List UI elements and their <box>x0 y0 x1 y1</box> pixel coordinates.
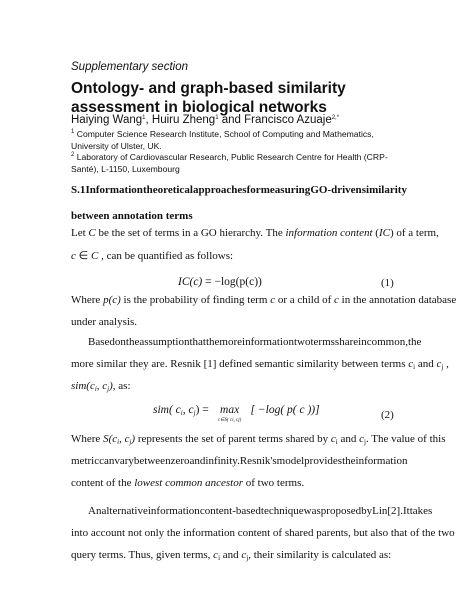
equation-2 <box>153 404 320 423</box>
author-name: Haiying Wang <box>71 114 143 126</box>
paragraph-line <box>71 227 439 239</box>
math-symbol: , c <box>96 380 108 392</box>
subscript: i <box>218 554 221 562</box>
word: Resnik's <box>239 455 277 467</box>
word: can <box>99 455 115 467</box>
word: vary <box>114 455 134 467</box>
word: in <box>358 336 367 348</box>
paragraph-line <box>71 477 304 489</box>
math-symbol: ) <box>109 380 113 392</box>
word: common, <box>366 336 408 348</box>
word: terms <box>310 336 335 348</box>
paragraph-line <box>71 433 445 446</box>
heading-word: approaches <box>192 184 247 196</box>
author-name: Huiru Zheng <box>151 114 216 126</box>
equation-number: (2) <box>381 409 394 421</box>
text-run: Where <box>71 433 101 445</box>
math-symbol: c <box>359 433 364 445</box>
math-symbol: ∈ <box>78 250 89 262</box>
text-run: content of the <box>71 477 132 489</box>
word: on <box>114 336 126 348</box>
heading-word: Information <box>85 184 143 196</box>
author-affil-mark: 2,* <box>331 115 340 121</box>
word: assumption <box>139 336 190 348</box>
word: the <box>407 336 422 348</box>
text-run: is the probability of finding term <box>123 294 268 306</box>
equation-lhs: IC(c) <box>178 276 203 288</box>
word: An <box>88 505 102 517</box>
math-symbol: c <box>270 294 276 306</box>
text-run: represents the set of parent terms shared by <box>137 433 329 445</box>
affiliation-number: 2 <box>71 152 75 158</box>
equation-rhs: [ −log( p( c ))] <box>250 404 320 416</box>
word: share <box>334 336 359 348</box>
text-run: and <box>417 358 434 370</box>
math-symbol: c <box>334 294 339 306</box>
text-run: , their similarity is calculated as: <box>248 549 392 561</box>
word: the <box>205 336 220 348</box>
section-heading-line <box>71 184 407 196</box>
heading-word: measuring <box>260 184 311 196</box>
word: [2]. <box>387 505 403 517</box>
word: information <box>242 336 294 348</box>
equation-1 <box>178 276 262 288</box>
word: takes <box>409 505 433 517</box>
paragraph-line: under analysis. <box>71 316 137 328</box>
heading-word: similarity <box>361 184 407 196</box>
text-run: , as: <box>112 380 131 392</box>
math-symbol: C <box>90 250 99 262</box>
word: and <box>189 455 206 467</box>
operator-subscript <box>212 417 248 423</box>
word: that <box>189 336 206 348</box>
paragraph-line <box>88 336 422 348</box>
heading-word: GO-driven <box>310 184 362 196</box>
affiliation-text: Computer Science Research Institute, School of Computing and Mathematics, University of Ulster, UK. <box>71 129 374 151</box>
word: proposed <box>320 505 362 517</box>
subscript: j <box>107 385 110 393</box>
word: by <box>361 505 373 517</box>
text-run: be the set of terms in a GO hierarchy. The <box>98 227 283 239</box>
word: the <box>342 455 356 467</box>
paragraph-line <box>71 380 131 393</box>
text-run: ) of a term, <box>389 227 439 239</box>
word: Lin <box>372 505 388 517</box>
text-run: in the annotation database <box>341 294 457 306</box>
equation-lhs: , c <box>182 404 194 416</box>
affiliation-number: 1 <box>71 129 75 135</box>
paragraph-line <box>71 455 407 467</box>
word: was <box>303 505 321 517</box>
text-run: or a child of <box>277 294 332 306</box>
subscript-text: j <box>238 418 240 423</box>
text-run: Let <box>71 227 86 239</box>
paper-title: Ontology- and graph-based similarity assessment in biological networks <box>71 80 346 116</box>
subscript-text: , c <box>233 418 239 423</box>
section-label: Supplementary section <box>71 61 188 73</box>
math-symbol: c <box>71 250 76 262</box>
author-line: Haiying Wang$^1$, Huiru Zheng$^1$ and Francisco Azuaje$^{2,*}$ <box>71 114 340 126</box>
text-run: and <box>222 549 239 561</box>
equation-number: (1) <box>381 277 394 289</box>
text-run: , <box>446 358 449 370</box>
word: provides <box>304 455 343 467</box>
word: model <box>276 455 305 467</box>
word: zero <box>170 455 190 467</box>
word: It <box>402 505 410 517</box>
word: two <box>293 336 311 348</box>
paragraph-line: Where p(c) is the probability of finding term c or a child of c in the annotation database <box>71 294 457 306</box>
text-run: of two terms. <box>245 477 305 489</box>
subscript: i <box>335 438 338 446</box>
paragraph-line: into account not only the information content of shared parents, but also that of the two <box>71 527 455 539</box>
word: information <box>147 505 200 517</box>
math-symbol: c <box>436 358 442 370</box>
affiliation-text: Laboratory of Cardiovascular Research, Public Research Centre for Health (CRP-Santé), L-1150, Luxembourg <box>71 152 388 174</box>
text-run: more similar they are. Resnik [1] defined semantic similarity between terms <box>71 358 406 370</box>
subscript: i <box>94 385 97 393</box>
word: the <box>125 336 140 348</box>
subscript: j <box>441 363 444 371</box>
subscript-text: c∈S( c <box>217 418 233 423</box>
subscript: j <box>246 554 249 562</box>
word: technique <box>260 505 304 517</box>
math-symbol: c <box>241 549 247 561</box>
equation-rhs: = −log(p(c)) <box>205 276 262 288</box>
paragraph-line <box>71 358 449 371</box>
text-run: , can be quantified as follows: <box>101 250 234 262</box>
text-run: ( <box>375 227 379 239</box>
author-affil-mark: 1 <box>215 115 219 121</box>
paragraph-line <box>71 249 233 262</box>
word: Based <box>88 336 115 348</box>
text-run: and <box>340 433 357 445</box>
math-symbol: S(c <box>103 433 118 445</box>
paragraph-line <box>71 549 391 562</box>
emphasis-term: lowest common ancestor <box>134 477 243 489</box>
text-run: query terms. Thus, given terms, <box>71 549 211 561</box>
word: alternative <box>101 505 148 517</box>
subscript: i <box>117 438 120 446</box>
math-symbol: c <box>408 358 414 370</box>
emphasis-term: information content <box>285 227 373 239</box>
heading-word: theoretical <box>142 184 193 196</box>
word: infinity. <box>205 455 240 467</box>
word: information <box>355 455 408 467</box>
heading-word: S.1 <box>71 184 86 196</box>
math-symbol: c <box>213 549 219 561</box>
subscript: j <box>364 438 366 446</box>
subscript: i <box>413 363 416 371</box>
max-operator <box>212 404 248 423</box>
affiliation <box>71 150 411 175</box>
math-symbol: ) <box>131 433 136 445</box>
operator: max <box>220 404 240 416</box>
subscript: j <box>129 438 132 446</box>
paragraph-line <box>88 505 433 517</box>
math-symbol: c <box>330 433 336 445</box>
math-symbol: p(c) <box>103 294 121 306</box>
author-name: Francisco Azuaje <box>244 114 332 126</box>
affiliation <box>71 127 411 152</box>
word: metric <box>71 455 100 467</box>
section-heading-line: between annotation terms <box>71 210 193 222</box>
author-affil-mark: 1 <box>142 115 146 121</box>
equation-lhs: sim( c <box>153 404 181 416</box>
word: between <box>133 455 171 467</box>
heading-word: for <box>246 184 261 196</box>
subscript: i <box>180 409 183 417</box>
equation-lhs: ) = <box>195 404 209 416</box>
math-symbol: C <box>88 227 96 239</box>
subscript-text: i <box>232 418 234 423</box>
text-run: . The value of this <box>365 433 446 445</box>
subscript: j <box>193 409 196 417</box>
word: content-based <box>199 505 261 517</box>
word: more <box>219 336 243 348</box>
math-symbol: IC <box>378 227 390 239</box>
math-symbol: , c <box>119 433 130 445</box>
subscript-text: ) <box>239 418 242 423</box>
math-symbol: sim(c <box>71 380 95 392</box>
author-joiner: and <box>221 114 241 126</box>
